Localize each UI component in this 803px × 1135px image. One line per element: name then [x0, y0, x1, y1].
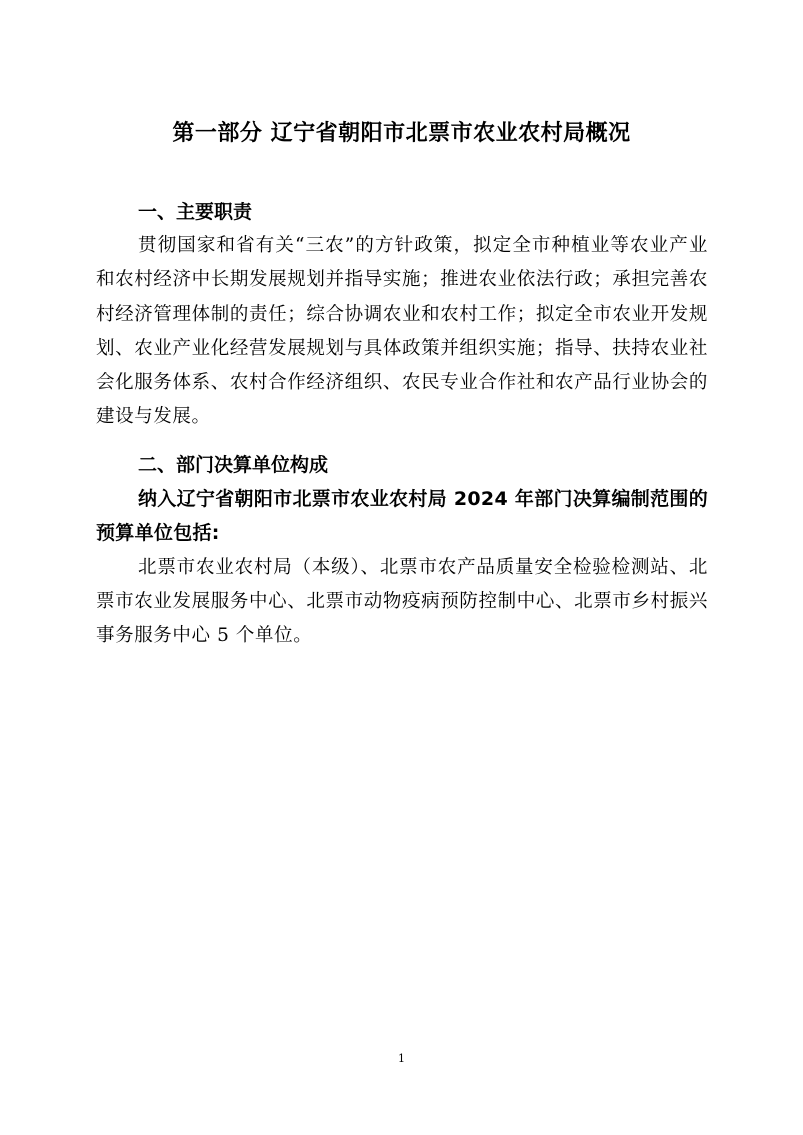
unit-composition-paragraph: 北票市农业农村局（本级）、北票市农产品质量安全检验检测站、北票市农业发展服务中心、北票市动物疫病预防控制中心、北票市乡村振兴事务服务中心 5 个单位。 — [96, 556, 708, 647]
section-heading-unit-composition: 二、部门决算单位构成 — [138, 454, 329, 476]
unit-composition-intro: 纳入辽宁省朝阳市北票市农业农村局 2024 年部门决算编制范围的预算单位包括: — [96, 488, 708, 545]
main-duties-paragraph: 贯彻国家和省有关“三农”的方针政策，拟定全市种植业等农业产业和农村经济中长期发展规划并指导实施；推进农业依法行政；承担完善农村经济管理体制的责任；综合协调农业和农村工作；拟定全市农业开发规划、农业产业化经营发展规划与具体政策并组织实施；指导、扶持农业社会化服务体系、农村合作经济组织、农民专业合作社和农产品行业协会的建设与发展。 — [96, 235, 708, 428]
page-number: 1 — [398, 1052, 405, 1065]
section-heading-main-duties: 一、主要职责 — [138, 201, 253, 223]
page-title: 第一部分 辽宁省朝阳市北票市农业农村局概况 — [172, 121, 631, 146]
section-unit-composition — [96, 448, 708, 653]
section-main-duties — [96, 195, 708, 435]
